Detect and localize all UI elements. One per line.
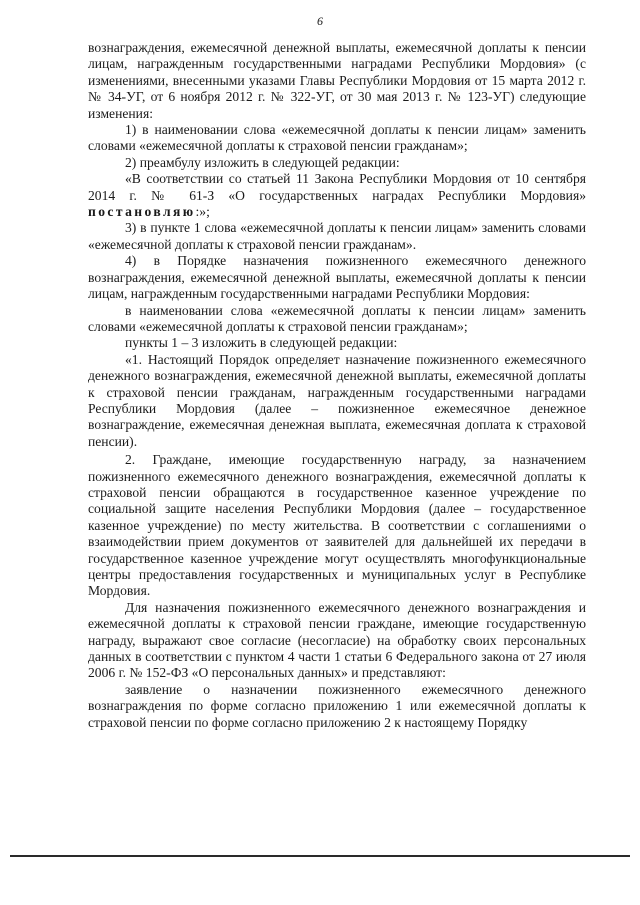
- preamble-paragraph: [88, 171, 586, 220]
- paragraph: 2. Граждане, имеющие государственную награду, за назначением пожизненного ежемесячного денежного вознаграждения, ежемесячной доплаты к страховой пенсии обращаются в государственное казенное учреждение по социальной защите населения Республики Мордовия (далее – государственное казенное учреждение) по месту жительства. В соответствии с соглашениями о взаимодействии прием документов от заявителей для дальнейшей их передачи в государственное казенное учреждение могут осуществлять многофункциональные центры предоставления государственных и муниципальных услуг в Республике Мордовия.: [88, 452, 586, 599]
- paragraph: заявление о назначении пожизненного ежемесячного денежного вознаграждения по форме согласно приложению 1 или ежемесячной доплаты к страховой пенсии по форме согласно приложению 2 к настоящему Порядку: [88, 681, 586, 730]
- paragraph: 3) в пункте 1 слова «ежемесячной доплаты к пенсии лицам» заменить словами «ежемесячной доплаты к страховой пенсии гражданам».: [88, 220, 586, 252]
- preamble-text: «В соответствии со статьей 11 Закона Республики Мордовия от 10 сентября 2014 г. № 61-З «О государственных наградах Республики Мордовия»: [88, 171, 586, 203]
- paragraph: «1. Настоящий Порядок определяет назначение пожизненного ежемесячного денежного вознаграждения, ежемесячной денежной выплаты, ежемесячной доплаты к страховой пенсии гражданам, награжденным государственными наградами Республики Мордовия (далее – пожизненное ежемесячное денежное вознаграждение, ежемесячная денежная выплата, ежемесячная доплата к страховой пенсии).: [88, 351, 586, 449]
- footer-rule: [10, 855, 630, 857]
- decree-tail: :»;: [195, 204, 210, 220]
- paragraph: в наименовании слова «ежемесячной доплаты к пенсии лицам» заменить словами «ежемесячной доплаты к страховой пенсии гражданам»;: [88, 302, 586, 334]
- paragraph: вознаграждения, ежемесячной денежной выплаты, ежемесячной доплаты к пенсии лицам, награжденным государственными наградами Республики Мордовия» (с изменениями, внесенными указами Главы Республики Мордовия от 15 марта 2012 г. № 34-УГ, от 6 ноября 2012 г. № 322-УГ, от 30 мая 2013 г. № 123-УГ) следующие изменения:: [88, 40, 586, 121]
- paragraph: 2) преамбулу изложить в следующей редакции:: [125, 154, 400, 170]
- paragraph: 4) в Порядке назначения пожизненного ежемесячного денежного вознаграждения, ежемесячной денежной выплаты, ежемесячной доплаты к пенсии лицам, награжденным государственными наградами Республики Мордовия:: [88, 253, 586, 302]
- page-number: 6: [317, 14, 323, 28]
- decree-word: постановляю: [88, 204, 196, 220]
- paragraph: Для назначения пожизненного ежемесячного денежного вознаграждения и ежемесячной доплаты к страховой пенсии граждане, имеющие государственную награду, выражают свое согласие (несогласие) на обработку своих персональных данных в соответствии с пунктом 4 части 1 статьи 6 Федерального закона от 27 июля 2006 г. № 152-ФЗ «О персональных данных» и представляют:: [88, 599, 586, 681]
- paragraph: пункты 1 – 3 изложить в следующей редакции:: [125, 335, 398, 351]
- paragraph: 1) в наименовании слова «ежемесячной доплаты к пенсии лицам» заменить словами «ежемесячной доплаты к страховой пенсии гражданам»;: [88, 122, 586, 154]
- document-body: [88, 40, 586, 731]
